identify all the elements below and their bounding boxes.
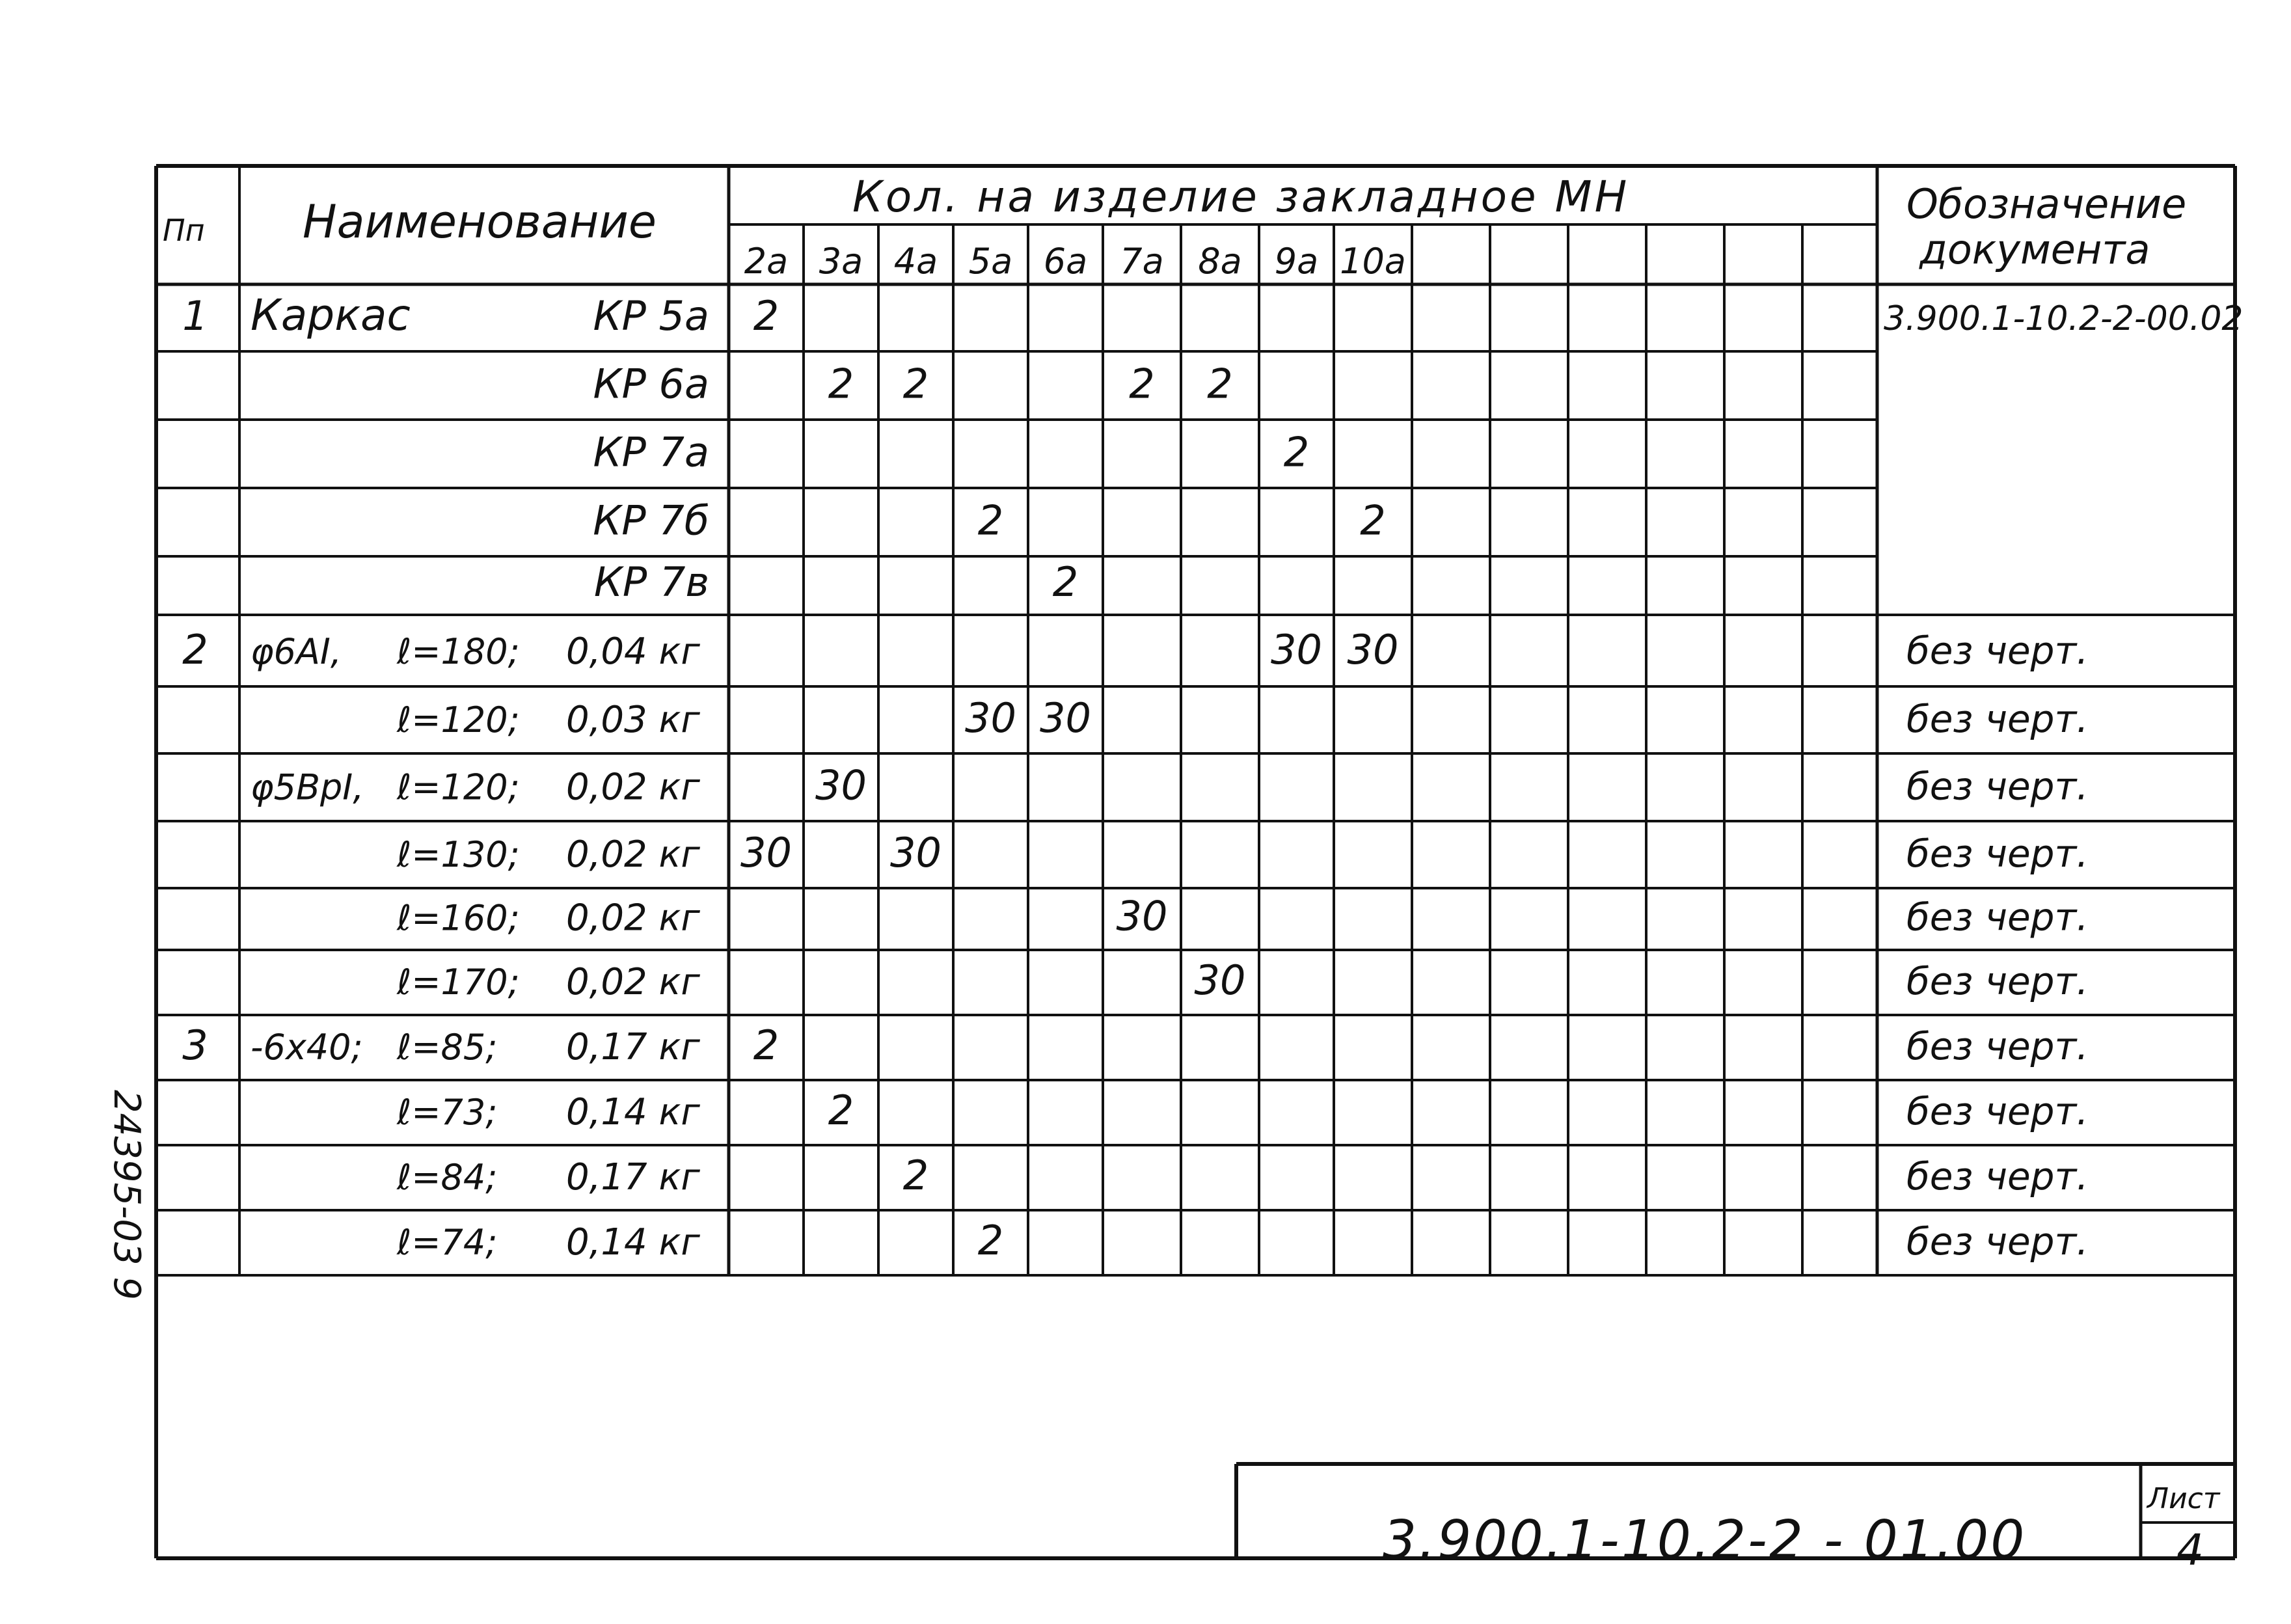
row-document: без черт. <box>1906 959 2089 1003</box>
qty-value: 2 <box>902 360 929 408</box>
name-column-header: Наименование <box>303 195 657 249</box>
qty-value: 30 <box>890 829 942 877</box>
row-length: ℓ=180; <box>397 630 520 672</box>
table-row <box>396 893 2089 940</box>
row-length: ℓ=170; <box>397 962 520 1003</box>
row-document: без черт. <box>1906 764 2089 809</box>
row-mark: КР 7в <box>593 558 709 606</box>
qty-value: 30 <box>1040 694 1091 742</box>
document-designation: 3.900.1-10.2-2 - 01.00 <box>1383 1509 2027 1571</box>
column-label: 4a <box>893 241 938 282</box>
column-label: 3a <box>819 241 863 282</box>
column-label: 9a <box>1274 241 1319 282</box>
qty-value: 2 <box>977 496 1004 545</box>
table-row <box>396 1217 2089 1264</box>
row-document: без черт. <box>1906 1219 2089 1264</box>
row-mass: 0,04 кг <box>566 630 700 673</box>
row-mass: 0,03 кг <box>566 699 700 742</box>
sheet-label: Лист <box>2147 1482 2220 1515</box>
table-row <box>593 360 1232 407</box>
row-length: ℓ=85; <box>397 1027 498 1068</box>
row-document: без черт. <box>1906 628 2089 673</box>
qty-value: 30 <box>1194 956 1246 1004</box>
row-mass: 0,02 кг <box>566 833 700 876</box>
row-length: ℓ=120; <box>397 766 520 808</box>
table-row <box>396 956 2089 1004</box>
row-document: без черт. <box>1906 697 2089 742</box>
table-row <box>593 428 1309 476</box>
qty-value: 2 <box>1052 558 1079 606</box>
qty-value: 30 <box>1347 625 1399 673</box>
qty-value: 2 <box>1283 428 1310 476</box>
qty-value: 2 <box>902 1152 929 1199</box>
row-document: 3.900.1-10.2-2-00.02 <box>1884 299 2244 338</box>
row-name: φ5BpI, <box>251 766 364 808</box>
document-header-line-2: документа <box>1919 226 2150 273</box>
row-mass: 0,17 кг <box>566 1026 700 1068</box>
column-label: 6a <box>1043 241 1088 282</box>
row-length: ℓ=74; <box>397 1222 498 1263</box>
row-mass: 0,02 кг <box>566 897 700 940</box>
archive-number: 24395-03 9 <box>105 1090 148 1301</box>
row-document: без черт. <box>1906 1024 2089 1068</box>
pos-column-header: Пп <box>163 213 205 248</box>
specification-rows <box>182 290 2243 1264</box>
qty-value: 2 <box>753 1022 779 1069</box>
table-row <box>593 496 1386 544</box>
qty-value: 2 <box>753 292 779 340</box>
qty-value: 30 <box>815 761 867 809</box>
row-name: -6x40; <box>251 1027 363 1068</box>
row-document: без черт. <box>1906 832 2089 876</box>
column-label: 8a <box>1198 241 1242 282</box>
row-document: без черт. <box>1906 1154 2089 1198</box>
column-label: 5a <box>968 241 1013 282</box>
qty-value: 2 <box>1207 360 1233 408</box>
row-mark: КР 5а <box>593 292 709 340</box>
table-row <box>251 762 2089 809</box>
row-document: без черт. <box>1906 895 2089 940</box>
sheet-number: 4 <box>2176 1525 2204 1575</box>
qty-value: 30 <box>1116 892 1168 940</box>
row-length: ℓ=84; <box>397 1157 498 1198</box>
table-row <box>396 694 2089 742</box>
document-header-line-1: Обозначение <box>1906 180 2187 228</box>
table-row <box>594 558 1078 606</box>
row-mass: 0,17 кг <box>566 1156 700 1198</box>
table-row <box>182 290 2243 340</box>
row-mass: 0,14 кг <box>566 1221 700 1264</box>
quantity-group-header: Кол. на изделие закладное МН <box>852 172 1630 222</box>
qty-value: 30 <box>740 829 792 877</box>
row-mark: КР 7а <box>593 428 709 476</box>
row-mark: КР 7б <box>593 496 709 545</box>
table-row <box>396 1087 2089 1134</box>
row-name: φ6AI, <box>251 630 342 672</box>
column-label: 7a <box>1120 241 1164 282</box>
row-mark: КР 6а <box>593 360 709 408</box>
table-row <box>396 1152 2089 1199</box>
row-mass: 0,02 кг <box>566 766 700 809</box>
row-name: Каркас <box>251 290 411 341</box>
row-position: 2 <box>182 625 208 673</box>
table-row <box>396 829 2089 876</box>
variant-column-headers <box>744 241 1406 282</box>
qty-value: 30 <box>965 694 1016 742</box>
row-length: ℓ=130; <box>397 834 520 876</box>
qty-value: 2 <box>1360 496 1386 545</box>
row-position: 3 <box>182 1022 208 1069</box>
qty-value: 30 <box>1271 625 1322 673</box>
row-length: ℓ=120; <box>397 699 520 741</box>
row-mass: 0,02 кг <box>566 961 700 1003</box>
row-document: без черт. <box>1906 1089 2089 1133</box>
qty-value: 2 <box>828 360 854 408</box>
qty-value: 2 <box>828 1087 854 1134</box>
row-position: 1 <box>182 292 208 340</box>
column-label: 10a <box>1340 241 1406 282</box>
row-mass: 0,14 кг <box>566 1091 700 1133</box>
row-length: ℓ=73; <box>397 1092 498 1133</box>
qty-value: 2 <box>977 1217 1004 1264</box>
row-length: ℓ=160; <box>397 897 520 939</box>
qty-value: 2 <box>1129 360 1155 408</box>
column-label: 2a <box>744 241 789 282</box>
